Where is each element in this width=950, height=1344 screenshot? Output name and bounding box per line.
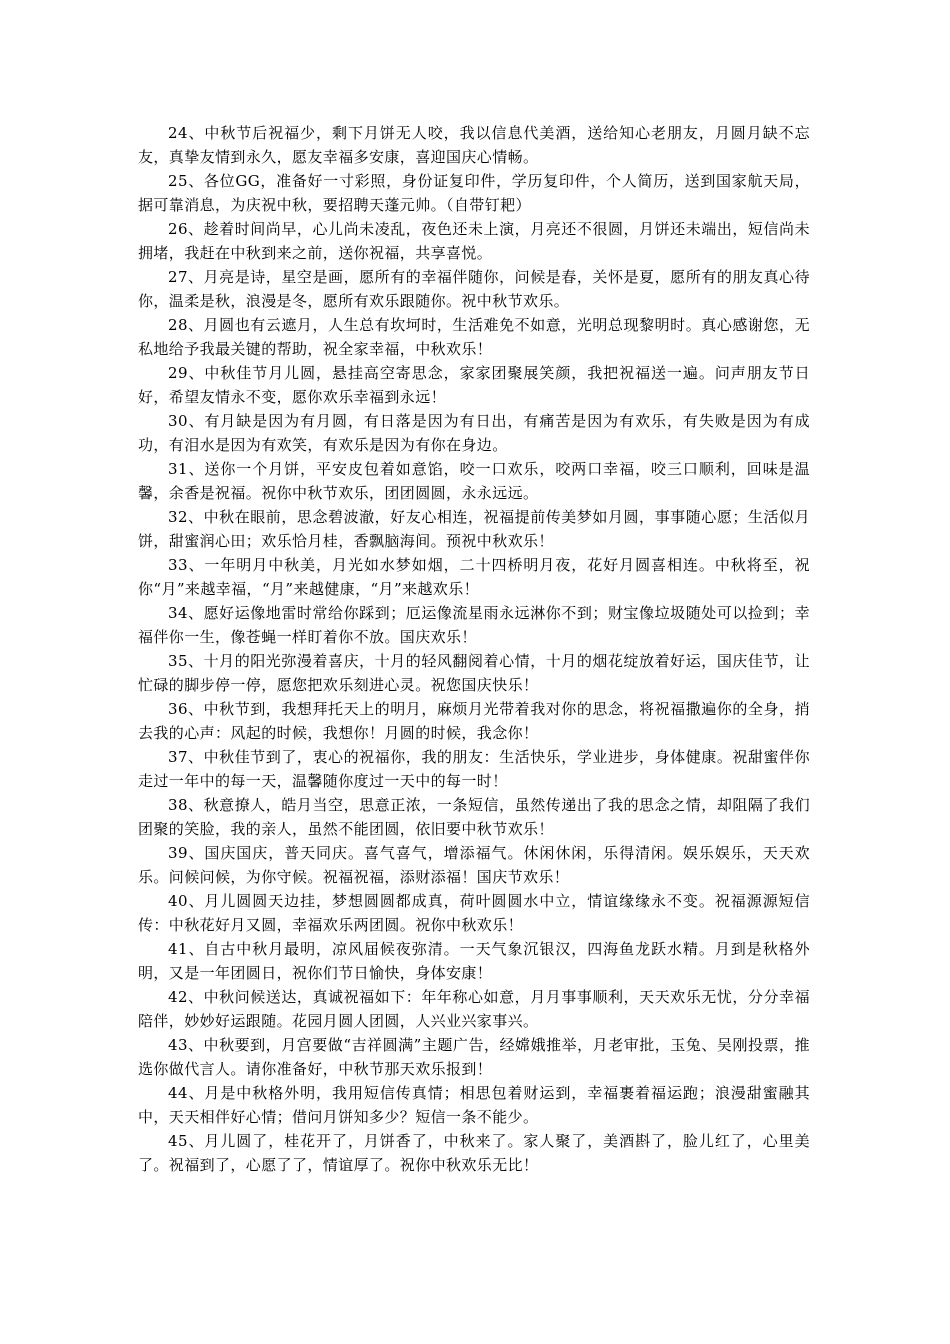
paragraph-30: 30、有月缺是因为有月圆，有日落是因为有日出，有痛苦是因为有欢乐，有失败是因为有成功，有泪水是因为有欢笑，有欢乐是因为有你在身边。 (138, 412, 810, 454)
document-page (138, 121, 810, 1177)
paragraph-24: 24、中秋节后祝福少，剩下月饼无人咬，我以信息代美酒，送给知心老朋友，月圆月缺不忘友，真挚友情到永久，愿友幸福多安康，喜迎国庆心情畅。 (138, 124, 810, 166)
paragraph-34: 34、愿好运像地雷时常给你踩到；厄运像流星雨永远淋你不到；财宝像垃圾随处可以捡到；幸福伴你一生，像苍蝇一样盯着你不放。国庆欢乐！ (138, 604, 810, 646)
paragraph-36: 36、中秋节到，我想拜托天上的明月，麻烦月光带着我对你的思念，将祝福撒遍你的全身，捎去我的心声：风起的时候，我想你！月圆的时候，我念你！ (138, 700, 810, 742)
paragraph-26: 26、趁着时间尚早，心儿尚未凌乱，夜色还未上演，月亮还不很圆，月饼还未端出，短信尚未拥堵，我赶在中秋到来之前，送你祝福，共享喜悦。 (138, 220, 810, 262)
paragraph-38: 38、秋意撩人，皓月当空，思意正浓，一条短信，虽然传递出了我的思念之情，却阻隔了我们团聚的笑脸，我的亲人，虽然不能团圆，依旧要中秋节欢乐！ (138, 796, 810, 838)
paragraph-40: 40、月儿圆圆天边挂，梦想圆圆都成真，荷叶圆圆水中立，情谊缘缘永不变。祝福源源短信传：中秋花好月又圆，幸福欢乐两团圆。祝你中秋欢乐！ (138, 892, 810, 934)
paragraph-33: 33、一年明月中秋美，月光如水梦如烟，二十四桥明月夜，花好月圆喜相连。中秋将至，祝你“月”来越幸福，“月”来越健康，“月”来越欢乐！ (138, 556, 810, 598)
paragraph-45: 45、月儿圆了，桂花开了，月饼香了，中秋来了。家人聚了，美酒斟了，脸儿红了，心里美了。祝福到了，心愿了了，情谊厚了。祝你中秋欢乐无比！ (138, 1132, 810, 1174)
paragraph-28: 28、月圆也有云遮月，人生总有坎坷时，生活难免不如意，光明总现黎明时。真心感谢您，无私地给予我最关键的帮助，祝全家幸福，中秋欢乐！ (138, 316, 810, 358)
paragraph-37: 37、中秋佳节到了，衷心的祝福你，我的朋友：生活快乐，学业进步，身体健康。祝甜蜜伴你走过一年中的每一天，温馨随你度过一天中的每一时！ (138, 748, 810, 790)
paragraph-44: 44、月是中秋格外明，我用短信传真情；相思包着财运到，幸福裹着福运跑；浪漫甜蜜融其中，天天相伴好心情；借问月饼知多少？短信一条不能少。 (138, 1084, 810, 1126)
paragraph-32: 32、中秋在眼前，思念碧波澈，好友心相连，祝福提前传美梦如月圆，事事随心愿；生活似月饼，甜蜜润心田；欢乐恰月桂，香飘脑海间。预祝中秋欢乐！ (138, 508, 810, 550)
paragraph-35: 35、十月的阳光弥漫着喜庆，十月的轻风翻阅着心情，十月的烟花绽放着好运，国庆佳节，让忙碌的脚步停一停，愿您把欢乐刻进心灵。祝您国庆快乐！ (138, 652, 810, 694)
paragraph-25: 25、各位GG，准备好一寸彩照，身份证复印件，学历复印件，个人简历，送到国家航天局，据可靠消息，为庆祝中秋，要招聘天蓬元帅。（自带钉耙） (138, 172, 810, 214)
paragraph-27: 27、月亮是诗，星空是画，愿所有的幸福伴随你，问候是春，关怀是夏，愿所有的朋友真心待你，温柔是秋，浪漫是冬，愿所有欢乐跟随你。祝中秋节欢乐。 (138, 268, 810, 310)
paragraph-41: 41、自古中秋月最明，凉风届候夜弥清。一天气象沉银汉，四海鱼龙跃水精。月到是秋格外明，又是一年团圆日，祝你们节日愉快，身体安康！ (138, 940, 810, 982)
paragraph-43: 43、中秋要到，月宫要做“吉祥圆满”主题广告，经嫦娥推举，月老审批，玉兔、吴刚投票，推选你做代言人。请你准备好，中秋节那天欢乐报到！ (138, 1036, 810, 1078)
paragraph-31: 31、送你一个月饼，平安皮包着如意馅，咬一口欢乐，咬两口幸福，咬三口顺利，回味是温馨，余香是祝福。祝你中秋节欢乐，团团圆圆，永永远远。 (138, 460, 810, 502)
paragraph-29: 29、中秋佳节月儿圆，悬挂高空寄思念，家家团聚展笑颜，我把祝福送一遍。问声朋友节日好，希望友情永不变，愿你欢乐幸福到永远！ (138, 364, 810, 406)
paragraph-39: 39、国庆国庆，普天同庆。喜气喜气，增添福气。休闲休闲，乐得清闲。娱乐娱乐，天天欢乐。问候问候，为你守候。祝福祝福，添财添福！国庆节欢乐！ (138, 844, 810, 886)
paragraph-42: 42、中秋问候送达，真诚祝福如下：年年称心如意，月月事事顺利，天天欢乐无忧，分分幸福陪伴，妙妙好运跟随。花园月圆人团圆，人兴业兴家事兴。 (138, 988, 810, 1030)
